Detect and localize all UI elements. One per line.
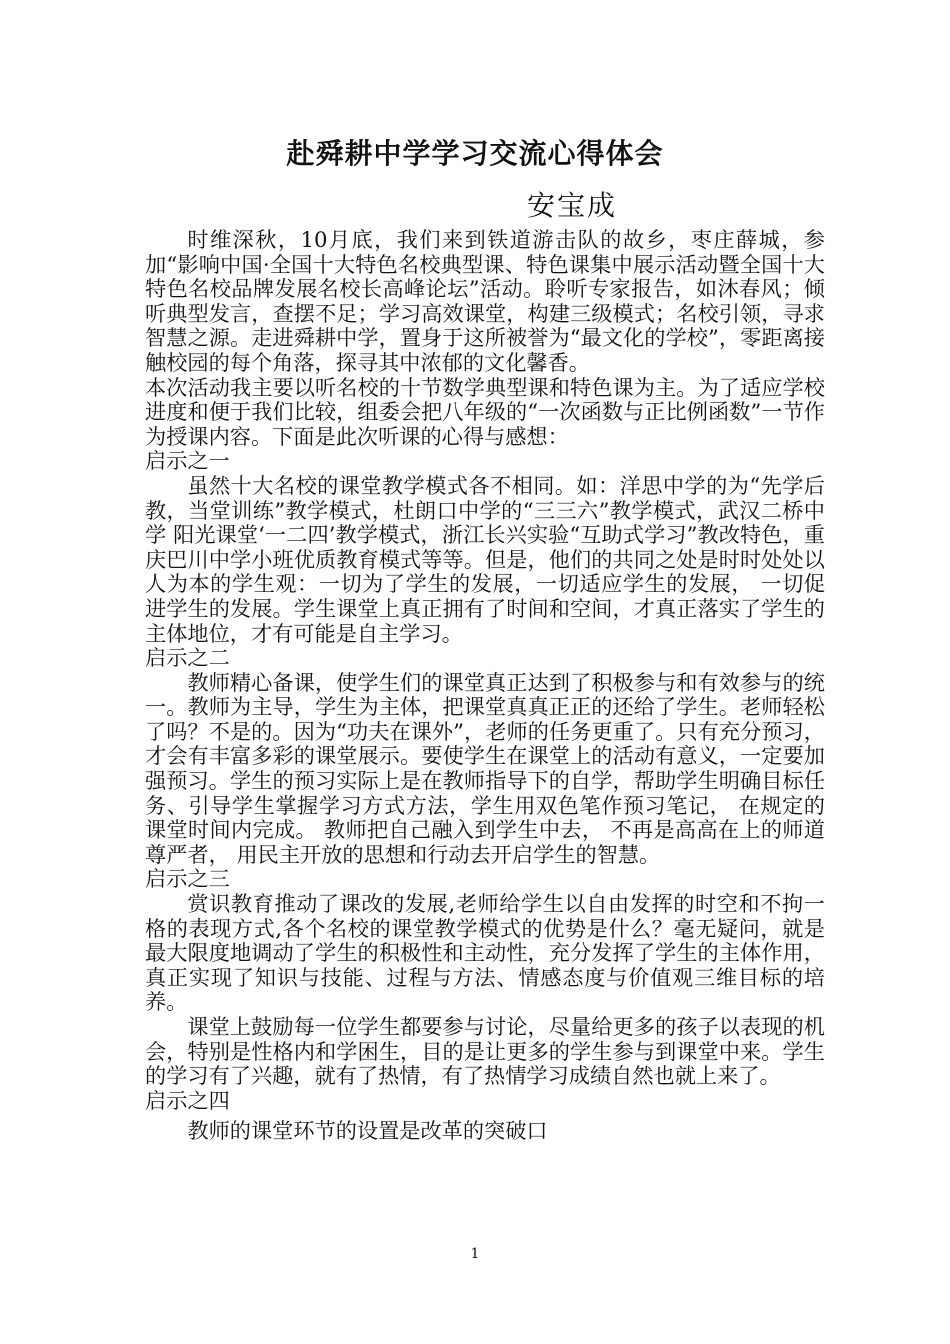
paragraph: 教师的课堂环节的设置是改革的突破口: [187, 1118, 548, 1144]
section-heading: 启示之三: [145, 866, 230, 892]
paragraph: 课堂上鼓励每一位学生都要参与讨论，尽量给更多的孩子以表现的机会，特别是性格内和学困生，目的是让更多的学生参与到课堂中来。学生的学习有了兴趣，就有了热情，有了热情学习成绩自然也就上来了。: [145, 1014, 825, 1089]
paragraph: 虽然十大名校的课堂教学模式各不相同。如：洋思中学的为“先学后教，当堂训练”教学模式，杜朗口中学的“三三六”教学模式，武汉二桥中学 阳光课堂‘一二四’教学模式，浙江长兴实验“互助式学习”教改特色，重庆巴川中学小班优质教育模式等等。但是，他们的共同之处是时时处处以人为本的学生观：一切为了学生的发展，一切适应学生的发展， 一切促进学生的发展。学生课堂上真正拥有了时间和空间，才真正落实了学生的主体地位，才有可能是自主学习。: [145, 472, 825, 646]
paragraph: 教师精心备课，使学生们的课堂真正达到了积极参与和有效参与的统一。教师为主导，学生为主体，把课堂真真正正的还给了学生。老师轻松了吗？不是的。因为“功夫在课外”，老师的任务更重了。只有充分预习，才会有丰富多彩的课堂展示。要使学生在课堂上的活动有意义，一定要加强预习。学生的预习实际上是在教师指导下的自学，帮助学生明确目标任务、引导学生掌握学习方式方法，学生用双色笔作预习笔记， 在规定的课堂时间内完成。 教师把自己融入到学生中去， 不再是高高在上的师道尊严者， 用民主开放的思想和行动去开启学生的智慧。: [145, 669, 825, 867]
page-number: 1: [470, 1246, 480, 1262]
section-heading: 启示之二: [145, 645, 230, 671]
paragraph: 本次活动我主要以听名校的十节数学典型课和特色课为主。为了适应学校进度和便于我们比较，组委会把八年级的“一次函数与正比例函数”一节作为授课内容。下面是此次听课的心得与感想：: [145, 374, 825, 449]
paragraph: 时维深秋，10月底，我们来到铁道游击队的故乡，枣庄薛城，参加“影响中国·全国十大特色名校典型课、特色课集中展示活动暨全国十大特色名校品牌发展名校长高峰论坛”活动。聆听专家报告，如沐春风；倾听典型发言，查摆不足；学习高效课堂，构建三级模式；名校引领，寻求智慧之源。走进舜耕中学，置身于这所被誉为“最文化的学校”，零距离接触校园的每个角落，探寻其中浓郁的文化馨香。: [145, 227, 825, 375]
document-body: [145, 228, 825, 1144]
document-title: 赴舜耕中学学习交流心得体会: [286, 137, 664, 170]
paragraph: 赏识教育推动了课改的发展,老师给学生以自由发挥的时空和不拘一格的表现方式,各个名校的课堂教学模式的优势是什么？毫无疑问，就是最大限度地调动了学生的积极性和主动性，充分发挥了学生的主体作用，真正实现了知识与技能、过程与方法、情感态度与价值观三维目标的培养。: [145, 891, 825, 1015]
section-heading: 启示之四: [145, 1087, 230, 1113]
section-heading: 启示之一: [145, 448, 230, 474]
author-name: 安宝成: [527, 189, 618, 222]
